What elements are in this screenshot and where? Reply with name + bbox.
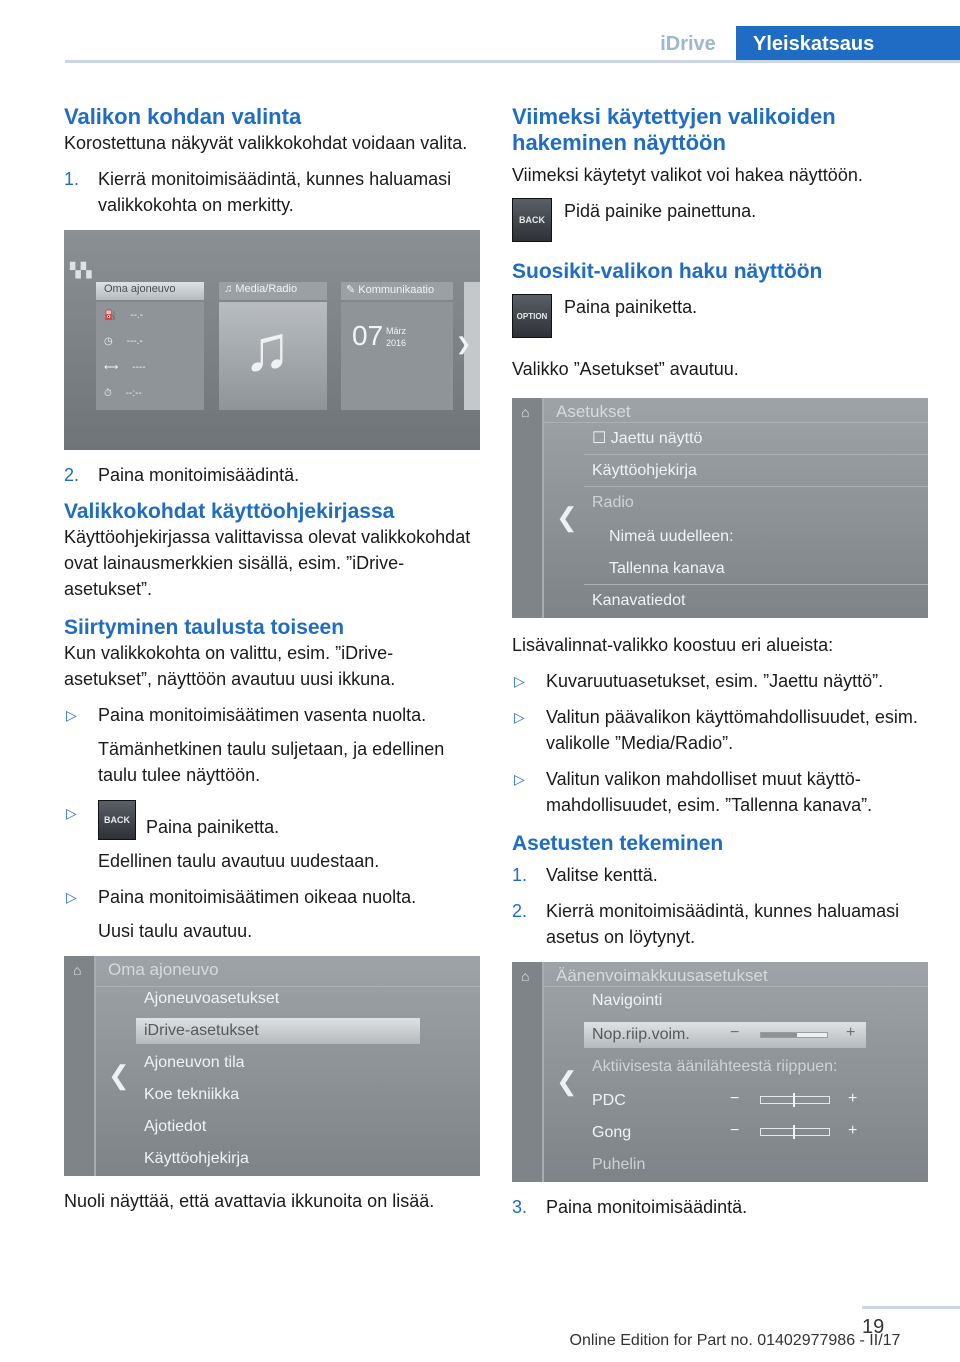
back-button-icon: BACK: [98, 800, 136, 840]
menu-item: Ajotiedot: [144, 1118, 207, 1135]
menu-tab-label: Oma ajoneuvo: [104, 283, 176, 295]
split-screen-icon: ▚▚: [70, 262, 92, 278]
item-divider: [584, 486, 928, 487]
menu-item: Ajoneuvon tila: [144, 1054, 245, 1071]
step-number: 2.: [512, 901, 528, 921]
triangle-bullet-icon: ▷: [514, 771, 525, 787]
media-panel: [219, 302, 327, 410]
home-icon: ⌂: [521, 968, 530, 984]
slider-thumb: [793, 1093, 795, 1107]
right-column: [512, 104, 928, 1230]
step-item: [64, 166, 480, 218]
menu-item-selected: Nop.riip.voim.: [592, 1026, 690, 1043]
edition-line: Online Edition for Part no. 01402977986 - II/17: [569, 1332, 901, 1349]
paragraph: Korostettuna näkyvät valikkokohdat voidaan valita.: [64, 133, 468, 153]
heading-siirtyminen: Siirtyminen taulusta toiseen: [64, 616, 345, 639]
paragraph: Käyttöohjekirjassa valittavissa olevat valikkokohdat ovat lainausmerkkien sisällä, esim. ”iDrive-asetukset”.: [64, 527, 471, 599]
header-section: iDrive: [660, 33, 716, 55]
page-number: 19: [862, 1316, 885, 1338]
menu-item: ☐ Jaettu näyttö: [592, 430, 703, 447]
bullet-item: ▷ Kuvaruutuasetukset, esim. ”Jaettu näyttö”.: [512, 668, 928, 694]
menu-tab-label: ♫ Media/Radio: [224, 283, 298, 295]
step-number: 2.: [64, 465, 80, 485]
bullet-item: ▷ Valitun päävalikon käyttömahdollisuudet, esim. valikolle ”Media/Radio”.: [512, 704, 928, 756]
bullet-subtext: Edellinen taulu avautuu uudestaan.: [98, 851, 380, 871]
slider-thumb: [793, 1125, 795, 1139]
step-number: 3.: [512, 1197, 528, 1217]
plus-icon: +: [848, 1090, 858, 1107]
heading-asetusten-tekeminen: Asetusten tekeminen: [512, 832, 724, 855]
screen-asetukset: [512, 398, 928, 618]
chevron-left-icon: ❮: [556, 502, 578, 532]
slider-fill: [761, 1033, 797, 1037]
minus-icon: −: [730, 1090, 740, 1107]
paragraph: Kun valikkokohta on valittu, esim. ”iDrive-asetukset”, näyttöön avautuu uusi ikkuna.: [64, 643, 396, 689]
menu-tab-label: ✎ Kommunikaatio: [346, 284, 435, 296]
triangle-bullet-icon: ▷: [66, 707, 77, 723]
vehicle-row: ⛽ --.-: [104, 310, 144, 321]
option-button-row: [512, 294, 928, 338]
title-divider: [544, 422, 928, 423]
step-item: [64, 462, 480, 488]
step-text: Paina monitoimisäädintä.: [98, 465, 300, 485]
bullet-text: Paina painiketta.: [146, 817, 280, 837]
paragraph: Lisävalinnat-valikko koostuu eri alueista:: [512, 635, 834, 655]
date-year: 2016: [386, 338, 407, 348]
header-tab: Yleiskatsaus: [736, 26, 960, 62]
back-button-row: [512, 198, 928, 242]
menu-item: PDC: [592, 1092, 626, 1109]
menu-item: Ajoneuvoasetukset: [144, 990, 280, 1007]
home-icon: ⌂: [521, 404, 530, 420]
menu-section: Aktiivisesta äänilähteestä riippuen:: [592, 1058, 838, 1075]
menu-item: Gong: [592, 1124, 632, 1141]
header-rule: [65, 60, 960, 63]
bullet-text: Paina monitoimisäätimen vasenta nuolta.: [98, 705, 427, 725]
slider-track: [760, 1128, 830, 1136]
vehicle-row: ⏱ --:--: [104, 388, 142, 399]
minus-icon: −: [730, 1024, 740, 1041]
paragraph: Nuoli näyttää, että avattavia ikkunoita on lisää.: [64, 1191, 435, 1211]
step-item: [512, 1194, 928, 1220]
step-item: [512, 898, 928, 950]
item-divider: [584, 584, 928, 585]
menu-item: Navigointi: [592, 992, 663, 1009]
chevron-left-icon: ❮: [108, 1060, 130, 1090]
menu-item: Koe tekniikka: [144, 1086, 240, 1103]
step-text: Valitse kenttä.: [546, 865, 658, 885]
back-button-icon: BACK: [512, 198, 552, 242]
menu-item: Tallenna kanava: [609, 560, 725, 577]
screen-sidebar: [512, 962, 544, 1182]
step-item: [512, 862, 928, 888]
plus-icon: +: [846, 1024, 856, 1041]
bullet-subtext: Tämänhetkinen taulu suljetaan, ja edellinen taulu tulee näyttöön.: [98, 739, 445, 785]
heading-viimeksi: Viimeksi käytettyjen valikoiden hakeminen näyttöön: [512, 104, 836, 155]
paragraph: Valikko ”Asetukset” avautuu.: [512, 359, 739, 379]
step-text: Kierrä monitoimisäädintä, kunnes haluamasi valikkokohta on merkitty.: [98, 169, 452, 215]
option-button-icon: OPTION: [512, 294, 552, 338]
triangle-bullet-icon: ▷: [514, 709, 525, 725]
step-number: 1.: [64, 169, 80, 189]
chevron-left-icon: ❮: [556, 1066, 578, 1096]
screen-main-menu: [64, 230, 480, 450]
slider-track: [760, 1096, 830, 1104]
slider-track: [760, 1032, 828, 1038]
menu-item: Nimeä uudelleen:: [609, 528, 734, 545]
left-column: [64, 104, 480, 1214]
bullet-item: [64, 702, 480, 788]
heading-valikon-kohdan-valinta: Valikon kohdan valinta: [64, 104, 302, 129]
paragraph: Viimeksi käytetyt valikot voi hakea näyttöön.: [512, 165, 863, 185]
triangle-bullet-icon: ▷: [514, 673, 525, 689]
bullet-text: Paina monitoimisäätimen oikeaa nuolta.: [98, 887, 417, 907]
screen-oma-ajoneuvo: [64, 956, 480, 1176]
bullet-item: ▷ Valitun valikon mahdolliset muut käyttömahdollisuudet, esim. ”Tallenna kanava”.: [512, 766, 928, 818]
step-number: 1.: [512, 865, 528, 885]
heading-valikkokohdat: Valikkokohdat käyttöohjekirjassa: [64, 500, 395, 523]
vehicle-row: ◷ ---.-: [104, 336, 143, 347]
heading-suosikit: Suosikit-valikon haku näyttöön: [512, 260, 823, 283]
minus-icon: −: [730, 1122, 740, 1139]
screen-aanenvoimakkuus: [512, 962, 928, 1182]
music-note-icon: ♫: [243, 312, 291, 384]
screen-title: Asetukset: [556, 402, 631, 421]
chevron-right-icon: ❯: [456, 334, 472, 354]
title-divider: [96, 986, 480, 987]
screen-sidebar: [512, 398, 544, 618]
menu-item-selected: iDrive-asetukset: [144, 1022, 259, 1039]
triangle-bullet-icon: ▷: [66, 805, 77, 821]
menu-section: Radio: [592, 494, 634, 511]
bullet-item: [64, 800, 480, 874]
date-day: 07: [352, 320, 384, 351]
instruction-text: Paina painiketta.: [564, 297, 698, 317]
item-divider: [584, 454, 928, 455]
comms-panel: [341, 302, 453, 410]
instruction-text: Pidä painike painettuna.: [564, 201, 757, 221]
step-text: Kierrä monitoimisäädintä, kunnes haluamasi asetus on löytynyt.: [546, 901, 900, 947]
title-divider: [544, 986, 928, 987]
vehicle-row: ⟷ ----: [104, 362, 146, 373]
footer-rule: [862, 1306, 960, 1309]
menu-item: Puhelin: [592, 1156, 646, 1173]
menu-item: Kanavatiedot: [592, 592, 686, 609]
bullet-subtext: Uusi taulu avautuu.: [98, 921, 253, 941]
menu-item: Käyttöohjekirja: [592, 462, 697, 479]
bullet-item: [64, 884, 480, 944]
plus-icon: +: [848, 1122, 858, 1139]
home-icon: ⌂: [73, 962, 82, 978]
triangle-bullet-icon: ▷: [66, 889, 77, 905]
screen-title: Äänenvoimakkuusasetukset: [556, 966, 768, 985]
menu-item: Käyttöohjekirja: [144, 1150, 249, 1167]
screen-title: Oma ajoneuvo: [108, 960, 219, 979]
step-text: Paina monitoimisäädintä.: [546, 1197, 748, 1217]
screen-sidebar: [64, 956, 96, 1176]
date-month: März: [386, 326, 406, 336]
